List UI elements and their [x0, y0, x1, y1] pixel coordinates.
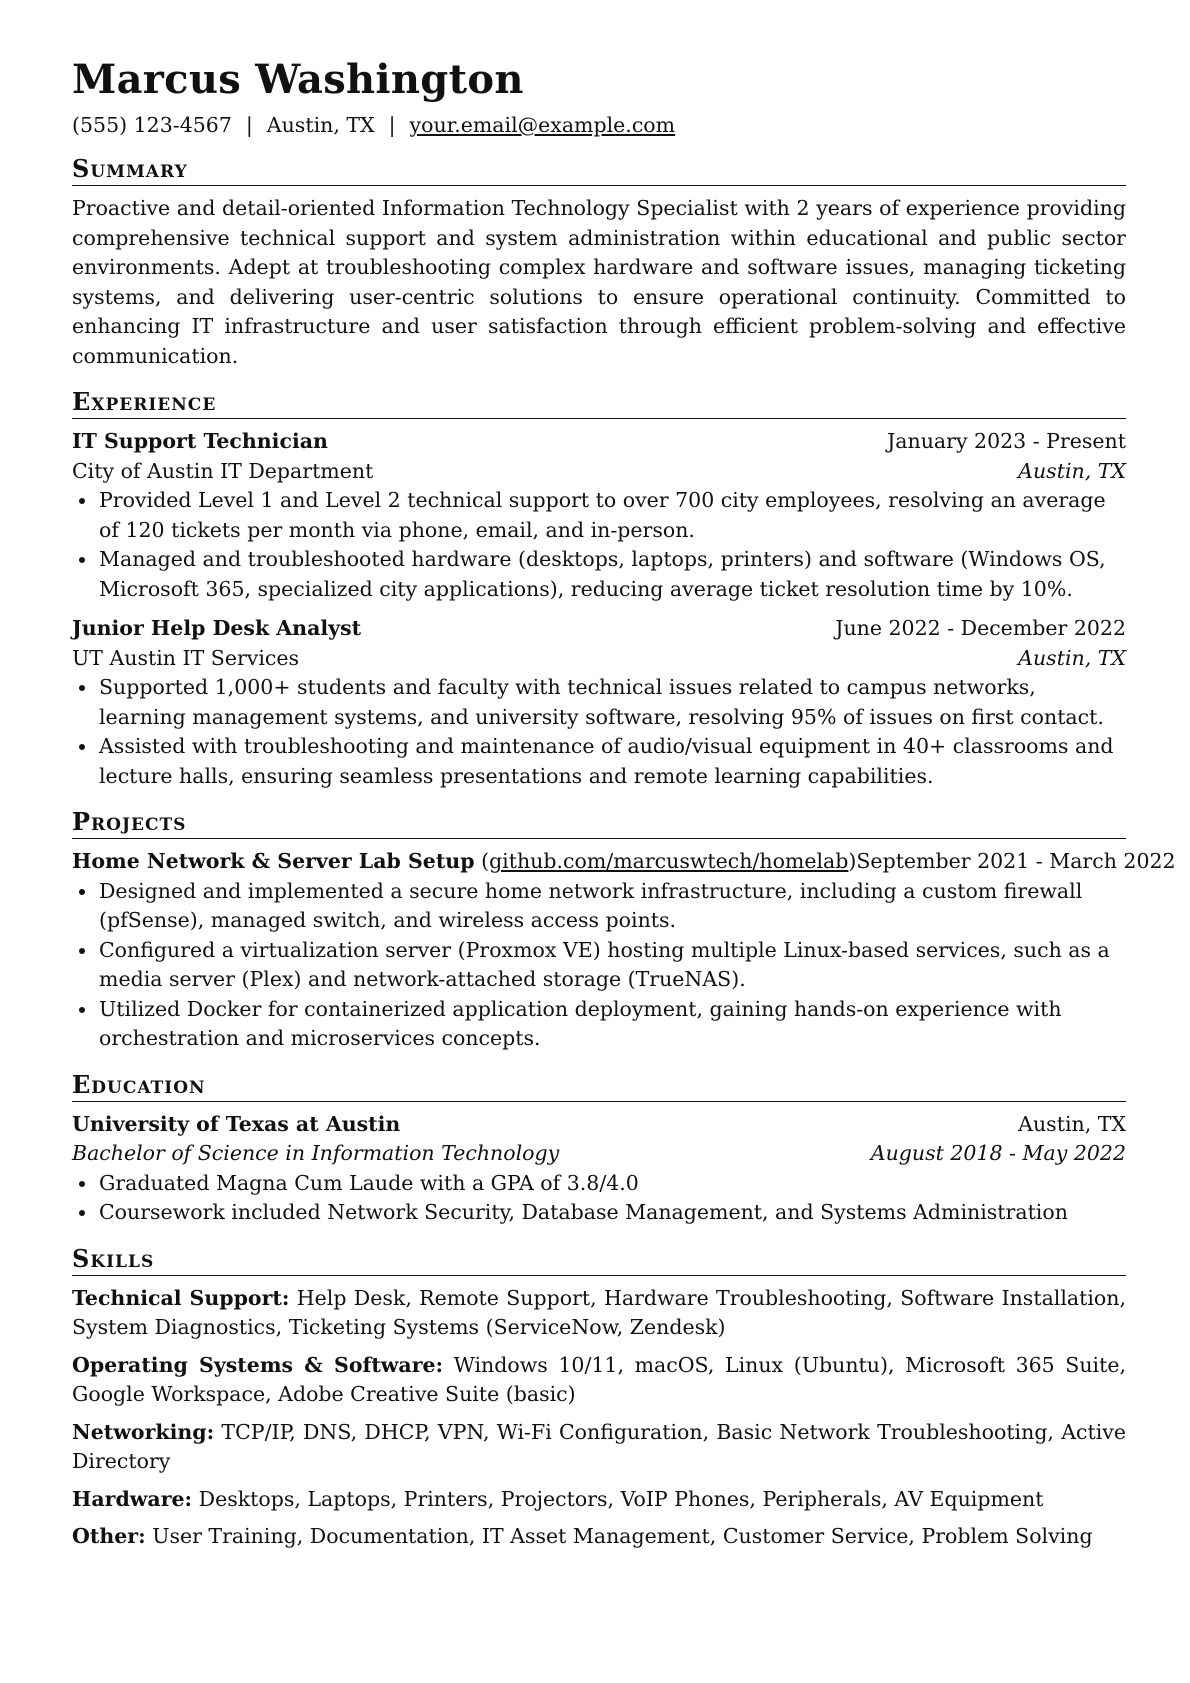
education-section [72, 1070, 1126, 1228]
projects-section [72, 807, 1176, 1054]
project-name: Home Network & Server Lab Setup [72, 849, 475, 873]
section-heading-summary: Summary [72, 154, 1126, 186]
skill-text: User Training, Documentation, IT Asset Management, Customer Service, Problem Solving [152, 1524, 1093, 1548]
skill-text: Help Desk, Remote Support, Hardware Troubleshooting, Software Installation, System Diagnostics, Ticketing Systems (ServiceNow, Zendesk) [72, 1285, 1126, 1339]
list-item: Supported 1,000+ students and faculty with technical issues related to campus networks, learning management systems, and university software, resolving 95% of issues on first contact. [72, 673, 1126, 732]
employer: City of Austin IT Department [72, 458, 374, 483]
list-item: Provided Level 1 and Level 2 technical support to over 700 city employees, resolving an average of 120 tickets per month via phone, email, and in-person. [72, 486, 1126, 545]
education-dates: August 2018 - May 2022 [870, 1141, 1126, 1165]
school-name: University of Texas at Austin [72, 1111, 401, 1136]
job-title: Junior Help Desk Analyst [72, 616, 362, 640]
list-item: Utilized Docker for containerized application deployment, gaining hands-on experience with orchestration and microservices concepts. [72, 995, 1126, 1054]
job-bullets [72, 486, 1126, 604]
experience-entry [72, 427, 1126, 604]
skill-group [72, 1485, 1126, 1515]
skill-group [72, 1418, 1126, 1477]
degree: Bachelor of Science in Information Technology [72, 1141, 560, 1165]
list-item: Coursework included Network Security, Database Management, and Systems Administration [72, 1198, 1126, 1228]
summary-text: Proactive and detail-oriented Information Technology Specialist with 2 years of experience providing comprehensive technical support and system administration within educational and public sector environments. Adept at troubleshooting complex hardware and software issues, managing ticketing systems, and delivering user-centric solutions to ensure operational continuity. Committed to enhancing IT infrastructure and user satisfaction through efficient problem-solving and effective communication. [72, 196, 1126, 368]
list-item: Managed and troubleshooted hardware (desktops, laptops, printers) and software (Windows OS, Microsoft 365, specialized city applications), reducing average ticket resolution time by 10%. [72, 545, 1126, 604]
job-dates: June 2022 - December 2022 [835, 616, 1126, 640]
job-bullets [72, 673, 1126, 791]
section-heading-projects: Projects [72, 807, 1126, 839]
candidate-name: Marcus Washington [72, 56, 524, 103]
skill-text: TCP/IP, DNS, DHCP, VPN, Wi-Fi Configuration, Basic Network Troubleshooting, Active Directory [72, 1419, 1126, 1473]
experience-entry [72, 614, 1126, 791]
job-location: Austin, TX [1018, 645, 1126, 670]
skill-text: Windows 10/11, macOS, Linux (Ubuntu), Microsoft 365 Suite, Google Workspace, Adobe Creative Suite (basic) [72, 1352, 1126, 1406]
skill-group [72, 1522, 1126, 1552]
skills-section [72, 1244, 1126, 1552]
project-entry: Home Network & Server Lab Setup (github.com/marcuswtech/homelab) September 2021 - March 2022 Designed and implemented a secure home network infrastructure, including a custom firewall (pfSense), managed switch, and wireless access points. Configured a virtualization server (Proxmox VE) hosting multiple Linux-based services, such as a media server (Plex) and network-attached storage (TrueNAS). Utilized Docker for containerized application deployment, gaining hands-on experience with orchestration and microservices concepts. [72, 847, 1126, 1054]
list-item: Graduated Magna Cum Laude with a GPA of 3.8/4.0 [72, 1169, 1126, 1199]
school-location: Austin, TX [1018, 1111, 1126, 1136]
skill-text: Desktops, Laptops, Printers, Projectors, VoIP Phones, Peripherals, AV Equipment [198, 1486, 1044, 1511]
email-link[interactable]: your.email@example.com [409, 113, 676, 137]
location: Austin, TX [266, 113, 375, 137]
list-item: Configured a virtualization server (Proxmox VE) hosting multiple Linux-based services, such as a media server (Plex) and network-attached storage (TrueNAS). [72, 936, 1126, 995]
education-bullets [72, 1169, 1126, 1228]
project-dates: September 2021 - March 2022 [856, 849, 1176, 873]
section-heading-skills: Skills [72, 1244, 1126, 1276]
skill-group [72, 1284, 1126, 1343]
experience-section [72, 387, 1126, 791]
skill-group [72, 1351, 1126, 1410]
skill-label: Other: [72, 1524, 146, 1548]
list-item: Assisted with troubleshooting and maintenance of audio/visual equipment in 40+ classrooms and lecture halls, ensuring seamless presentations and remote learning capabilities. [72, 732, 1126, 791]
contact-line [72, 112, 1126, 138]
phone-number: (555) 123-4567 [72, 113, 232, 137]
section-heading-experience: Experience [72, 387, 1126, 419]
resume-page [72, 56, 1176, 1568]
skill-label: Technical Support: [72, 1285, 290, 1310]
project-bullets [72, 877, 1126, 1054]
list-item: Designed and implemented a secure home network infrastructure, including a custom firewall (pfSense), managed switch, and wireless access points. [72, 877, 1126, 936]
section-heading-education: Education [72, 1070, 1126, 1102]
project-link[interactable]: github.com/marcuswtech/homelab [489, 849, 849, 873]
contact-separator: | [245, 113, 253, 137]
job-location: Austin, TX [1018, 458, 1126, 483]
skill-label: Operating Systems & Software: [72, 1352, 444, 1377]
skill-label: Hardware: [72, 1486, 193, 1511]
job-title: IT Support Technician [72, 429, 328, 453]
job-dates: January 2023 - Present [887, 429, 1126, 453]
summary-section [72, 154, 1126, 371]
skill-label: Networking: [72, 1419, 215, 1444]
employer: UT Austin IT Services [72, 645, 300, 670]
contact-separator: | [388, 113, 396, 137]
